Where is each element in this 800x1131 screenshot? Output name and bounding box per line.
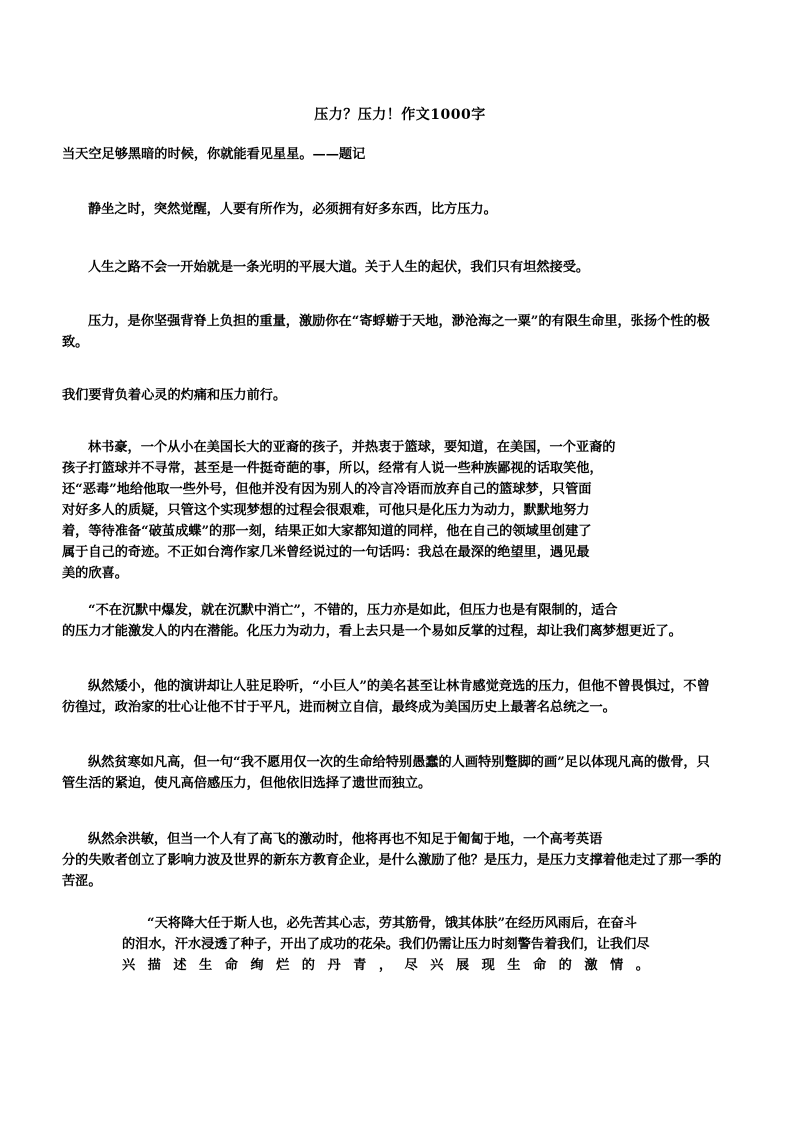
paragraph-6-line-1: “不在沉默中爆发，就在沉默中消亡”，不错的，压力亦是如此，但压力也是有限制的，适合: [88, 603, 618, 618]
paragraph-5-line-1: 林书豪，一个从小在美国长大的亚裔的孩子，并热衷于篮球，要知道，在美国，一个亚裔的: [88, 440, 616, 455]
paragraph-9-line-3: 苦涩。: [62, 874, 102, 889]
paragraph-5-line-5: 着，等待准备“破茧成蝶”的那一刻，结果正如大家都知道的同样，他在自己的领域里创建了: [62, 524, 592, 539]
paragraph-10-line-1: “天将降大任于斯人也，必先苦其心志，劳其筋骨，饿其体肤”在经历风雨后，在奋斗: [147, 916, 637, 931]
paragraph-5-line-3: 还“恶毒”地给他取一些外号，但他并没有因为别人的冷言冷语而放弃自己的篮球梦，只管面: [62, 482, 592, 497]
paragraph-5-line-2: 孩子打篮球并不寻常，甚至是一件挺奇葩的事，所以，经常有人说一些种族鄙视的话取笑他，: [62, 461, 603, 476]
paragraph-9-line-1: 纵然余洪敏，但当一个人有了高飞的激动时，他将再也不知足于匍匐于地，一个高考英语: [88, 832, 603, 847]
paragraph-10-line-3: 兴描述生命绚烂的丹青，尽兴展现生命的激情。: [122, 958, 662, 973]
paragraph-6-line-2: 的压力才能激发人的内在潜能。化压力为动力，看上去只是一个易如反掌的过程，却让我们离梦想更近了。: [62, 624, 682, 639]
paragraph-9-line-2: 分的失败者创立了影响力波及世界的新东方教育企业，是什么激励了他？是压力，是压力支撑着他走过了那一季的: [62, 853, 722, 868]
paragraph-8-line-1: 纵然贫寒如凡高，但一句“我不愿用仅一次的生命给特别愚蠢的人画特别蹩脚的画”足以体现凡高的傲骨，只: [88, 755, 710, 770]
paragraph-8-line-2: 管生活的紧迫，使凡高倍感压力，但他依旧选择了遗世而独立。: [62, 776, 432, 791]
paragraph-4: 我们要背负着心灵的灼痛和压力前行。: [62, 388, 287, 403]
paragraph-10-line-2: 的泪水，汗水浸透了种子，开出了成功的花朵。我们仍需让压力时刻警告着我们，让我们尽: [122, 937, 650, 952]
paragraph-7-line-1: 纵然矮小，他的演讲却让人驻足聆听，“小巨人”的美名甚至让林肯感觉竞选的压力，但他不曾畏惧过，不曾: [88, 679, 710, 694]
paragraph-5-line-4: 对好多人的质疑，只管这个实现梦想的过程会很艰难，可他只是化压力为动力，默默地努力: [62, 503, 590, 518]
paragraph-3-line-2: 致。: [62, 335, 89, 350]
paragraph-3-line-1: 压力，是你坚强背脊上负担的重量，激励你在“寄蜉蝣于天地，渺沧海之一粟”的有限生命里，张扬个性的极: [88, 314, 710, 329]
paragraph-7-line-2: 彷徨过，政治家的壮心让他不甘于平凡，进而树立自信，最终成为美国历史上最著名总统之一。: [62, 700, 616, 715]
paragraph-5-line-6: 属于自己的奇迹。不正如台湾作家几米曾经说过的一句话吗：我总在最深的绝望里，遇见最: [62, 545, 590, 560]
epigraph: 当天空足够黑暗的时候，你就能看见星星。——题记: [62, 147, 366, 162]
paragraph-1: 静坐之时，突然觉醒，人要有所作为，必须拥有好多东西，比方压力。: [88, 202, 497, 217]
paragraph-5-line-7: 美的欣喜。: [62, 566, 128, 581]
paragraph-2: 人生之路不会一开始就是一条光明的平展大道。关于人生的起伏，我们只有坦然接受。: [88, 260, 590, 275]
essay-title: 压力？压力！作文1000字: [314, 107, 486, 123]
